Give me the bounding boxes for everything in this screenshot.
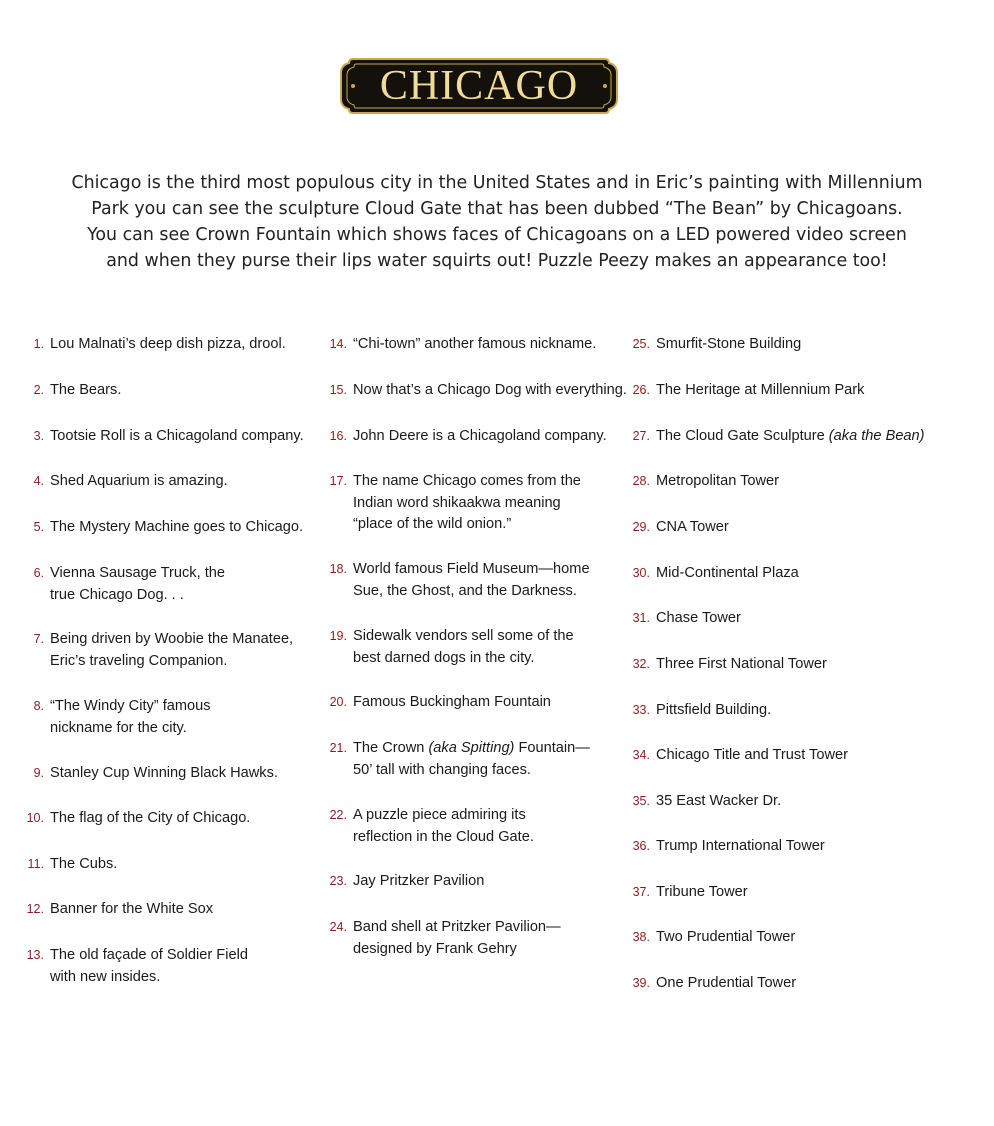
legend-item-text <box>50 334 320 356</box>
legend-item-text <box>656 426 926 448</box>
legend-item-text <box>50 899 320 921</box>
legend-item-line: Vienna Sausage Truck, the <box>50 565 225 581</box>
legend-item-text <box>656 700 926 722</box>
legend-column-3 <box>630 0 925 1126</box>
legend-item-line: with new insides. <box>50 968 161 985</box>
legend-item-line: Tootsie Roll is a Chicagoland company. <box>50 428 304 444</box>
legend-item-line: Lou Malnati’s deep dish pizza, drool. <box>50 336 286 352</box>
legend-item-line: nickname for the city. <box>50 719 187 736</box>
legend-item-text <box>50 808 320 830</box>
legend-item-number: 26. <box>632 383 650 397</box>
legend-item-line: Three First National Tower <box>656 656 827 672</box>
legend-item-text <box>353 738 623 781</box>
banner-title: CHICAGO <box>379 63 579 109</box>
legend-item-number: 39. <box>632 976 650 990</box>
legend-item-text <box>50 517 320 539</box>
legend-item-number: 37. <box>632 885 650 899</box>
legend-item-text <box>353 692 623 714</box>
legend-item-number: 33. <box>632 703 650 717</box>
legend-item-text <box>656 927 926 949</box>
legend-item-number: 35. <box>632 794 650 808</box>
legend-item-line: John Deere is a Chicagoland company. <box>353 428 607 444</box>
legend-item-line: 50’ tall with changing faces. <box>353 761 531 778</box>
legend-item-text <box>656 791 926 813</box>
legend-item-text <box>353 426 623 448</box>
legend-item-text <box>656 836 926 858</box>
legend-item-number: 16. <box>329 429 347 443</box>
intro-line: Chicago is the third most populous city in the United States and in Eric’s painting with Millennium <box>71 173 923 193</box>
legend-item-line: The name Chicago comes from the <box>353 473 581 489</box>
legend-item-line: Indian word shikaakwa meaning <box>353 494 561 511</box>
legend-item-line: CNA Tower <box>656 519 729 535</box>
legend-item-number: 34. <box>632 748 650 762</box>
legend-item-text <box>353 334 623 356</box>
legend-item-number: 8. <box>33 699 44 713</box>
legend-item-line: best darned dogs in the city. <box>353 649 535 666</box>
legend-item-line: 35 East Wacker Dr. <box>656 793 782 809</box>
legend-item-number: 13. <box>26 948 44 962</box>
legend-item-line: The Bears. <box>50 382 122 398</box>
legend-item-line: The Crown (aka Spitting) Fountain— <box>353 740 590 756</box>
legend-item-text <box>353 917 623 960</box>
legend-item-number: 20. <box>329 695 347 709</box>
legend-item-line: The Cloud Gate Sculpture (aka the Bean) <box>656 428 925 444</box>
legend-item-line: The Heritage at Millennium Park <box>656 382 865 398</box>
legend-item-number: 18. <box>329 562 347 576</box>
legend-item-text <box>656 471 926 493</box>
legend-item-text <box>50 763 320 785</box>
legend-item-line: true Chicago Dog. . . <box>50 586 184 603</box>
legend-item-line: Stanley Cup Winning Black Hawks. <box>50 765 278 781</box>
legend-item-text <box>353 380 627 402</box>
legend-item-number: 3. <box>33 429 44 443</box>
legend-item-number: 4. <box>33 474 44 488</box>
legend-item-line: Sidewalk vendors sell some of the <box>353 628 574 644</box>
legend-item-number: 2. <box>33 383 44 397</box>
legend-item-number: 12. <box>26 902 44 916</box>
legend-item-number: 7. <box>33 632 44 646</box>
legend-item-line: Band shell at Pritzker Pavilion— <box>353 919 561 935</box>
legend-item-number: 36. <box>632 839 650 853</box>
legend-item-text <box>353 805 623 848</box>
legend-item-text <box>656 563 926 585</box>
legend-item-number: 6. <box>33 566 44 580</box>
legend-item-text <box>50 945 320 988</box>
legend-item-text <box>656 654 926 676</box>
legend-item-text <box>353 626 623 669</box>
legend-item-line: Shed Aquarium is amazing. <box>50 473 228 489</box>
legend-item-text <box>656 517 926 539</box>
legend-column-1 <box>24 0 314 1126</box>
legend-item-line: “place of the wild onion.” <box>353 516 512 532</box>
legend-item-number: 5. <box>33 520 44 534</box>
legend-item-text <box>353 471 623 536</box>
legend-item-number: 22. <box>329 808 347 822</box>
legend-item-number: 19. <box>329 629 347 643</box>
legend-item-line: Sue, the Ghost, and the Darkness. <box>353 582 577 599</box>
legend-item-line: A puzzle piece admiring its <box>353 807 526 823</box>
legend-item-line: “Chi-town” another famous nickname. <box>353 336 597 352</box>
legend-item-line: Pittsfield Building. <box>656 702 772 718</box>
legend-item-line: Now that’s a Chicago Dog with everything. <box>353 382 627 398</box>
legend-item-text <box>50 563 320 606</box>
legend-item-number: 17. <box>329 474 347 488</box>
intro-line: You can see Crown Fountain which shows faces of Chicagoans on a LED powered video screen <box>87 225 907 245</box>
legend-item-line: Metropolitan Tower <box>656 473 780 489</box>
legend-item-number: 9. <box>33 766 44 780</box>
legend-item-line: World famous Field Museum—home <box>353 561 590 577</box>
legend-item-text <box>50 380 320 402</box>
legend-item-line: One Prudential Tower <box>656 975 797 991</box>
legend-item-line: Mid-Continental Plaza <box>656 565 799 581</box>
legend-item-number: 14. <box>329 337 347 351</box>
legend-item-text <box>656 745 926 767</box>
legend-item-text <box>50 854 320 876</box>
legend-item-line: Banner for the White Sox <box>50 901 214 917</box>
legend-item-text <box>50 471 320 493</box>
legend-item-line: Jay Pritzker Pavilion <box>353 873 485 889</box>
legend-item-text <box>656 882 926 904</box>
legend-item-line: reflection in the Cloud Gate. <box>353 828 534 845</box>
legend-item-number: 28. <box>632 474 650 488</box>
legend-item-line: Being driven by Woobie the Manatee, <box>50 631 294 647</box>
legend-item-number: 1. <box>33 337 44 351</box>
legend-item-line: The Mystery Machine goes to Chicago. <box>50 519 304 535</box>
legend-item-text <box>656 380 926 402</box>
intro-line: and when they purse their lips water squirts out! Puzzle Peezy makes an appearance too! <box>106 251 888 271</box>
legend-column-2 <box>327 0 627 1126</box>
legend-item-line: Smurfit-Stone Building <box>656 336 802 352</box>
legend-item-text <box>50 629 320 672</box>
legend-item-text <box>50 696 320 739</box>
legend-item-number: 27. <box>632 429 650 443</box>
legend-item-number: 38. <box>632 930 650 944</box>
legend-item-number: 23. <box>329 874 347 888</box>
legend-item-text <box>656 334 926 356</box>
legend-item-number: 31. <box>632 611 650 625</box>
legend-item-text <box>50 426 320 448</box>
legend-item-line: Trump International Tower <box>656 838 825 854</box>
legend-item-line: The flag of the City of Chicago. <box>50 810 251 826</box>
legend-item-number: 32. <box>632 657 650 671</box>
legend-item-line: Tribune Tower <box>656 884 748 900</box>
legend-item-number: 25. <box>632 337 650 351</box>
legend-item-number: 10. <box>26 811 44 825</box>
legend-item-text <box>353 871 623 893</box>
legend-item-number: 29. <box>632 520 650 534</box>
legend-item-line: Famous Buckingham Fountain <box>353 694 551 710</box>
legend-item-line: Chicago Title and Trust Tower <box>656 747 848 763</box>
legend-item-number: 21. <box>329 741 347 755</box>
intro-line: Park you can see the sculpture Cloud Gate that has been dubbed “The Bean” by Chicagoans. <box>91 199 903 219</box>
legend-item-line: “The Windy City” famous <box>50 698 211 714</box>
legend-item-line: Eric’s traveling Companion. <box>50 652 228 669</box>
legend-item-text <box>656 973 926 995</box>
legend-item-line: Chase Tower <box>656 610 741 626</box>
legend-item-line: Two Prudential Tower <box>656 929 796 945</box>
legend-item-number: 11. <box>27 857 44 871</box>
legend-item-text <box>656 608 926 630</box>
legend-item-number: 30. <box>632 566 650 580</box>
legend-item-line: The old façade of Soldier Field <box>50 947 248 963</box>
legend-item-number: 15. <box>329 383 347 397</box>
legend-item-line: designed by Frank Gehry <box>353 940 517 957</box>
legend-item-number: 24. <box>329 920 347 934</box>
legend-item-text <box>353 559 623 602</box>
legend-item-line: The Cubs. <box>50 856 118 872</box>
